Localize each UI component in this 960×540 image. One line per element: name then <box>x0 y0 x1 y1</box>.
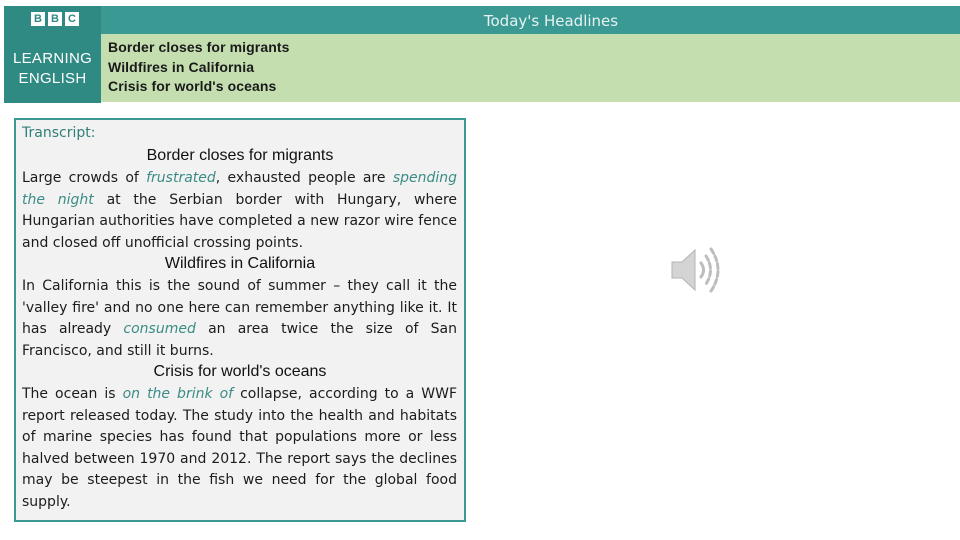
logo-english: ENGLISH <box>18 70 87 87</box>
speaker-icon[interactable] <box>670 245 726 295</box>
bbc-block-b2: B <box>48 12 62 26</box>
section-title-oceans: Crisis for world's oceans <box>153 363 327 380</box>
vocab-frustrated: frustrated <box>146 170 216 186</box>
vocab-on-the-brink-of: on the brink of <box>122 386 234 402</box>
headline-list <box>101 34 960 102</box>
headline-item: Crisis for world's oceans <box>108 78 277 94</box>
headline-item: Wildfires in California <box>108 59 255 75</box>
logo-learning: LEARNING <box>12 50 93 67</box>
bbc-block-c: C <box>65 12 79 26</box>
text-run: collapse, according to a WWF report released today. The study into the health and habitats of marine species has found that populations more or less halved between 1970 and 2012. The report says the declines may be steepest in the fish we need for the global food supply. <box>22 386 458 510</box>
section-text-wildfires <box>22 276 457 362</box>
transcript-label: Transcript: <box>22 125 96 141</box>
headline-item: Border closes for migrants <box>108 39 290 55</box>
text-run: at the Serbian border with Hungary, where Hungarian authorities have completed a new razor wire fence and closed off unofficial crossing points. <box>22 191 458 251</box>
section-title-wildfires: Wildfires in California <box>164 255 316 272</box>
vocab-consumed: consumed <box>123 321 196 338</box>
section-title-border: Border closes for migrants <box>146 147 334 164</box>
text-run: The ocean is <box>22 386 123 402</box>
text-run: , exhausted people are <box>215 170 393 186</box>
bbc-block-b1: B <box>31 12 45 26</box>
section-text-border <box>22 168 457 254</box>
vocab-spending-the-night: spending the night <box>22 170 458 208</box>
text-run: In California this is the sound of summer – they call it the 'valley fire' and no one here can remember anything like it. It has already <box>22 278 457 338</box>
bbc-learning-english-logo <box>4 6 101 103</box>
text-run: Large crowds of <box>22 170 147 186</box>
text-run: an area twice the size of San Francisco, and still it burns. <box>22 321 457 359</box>
transcript-panel <box>14 118 466 522</box>
section-text-oceans <box>22 384 457 514</box>
slide-title: Today's Headlines <box>483 12 619 30</box>
bbc-blocks <box>31 12 79 26</box>
title-bar <box>101 6 960 34</box>
